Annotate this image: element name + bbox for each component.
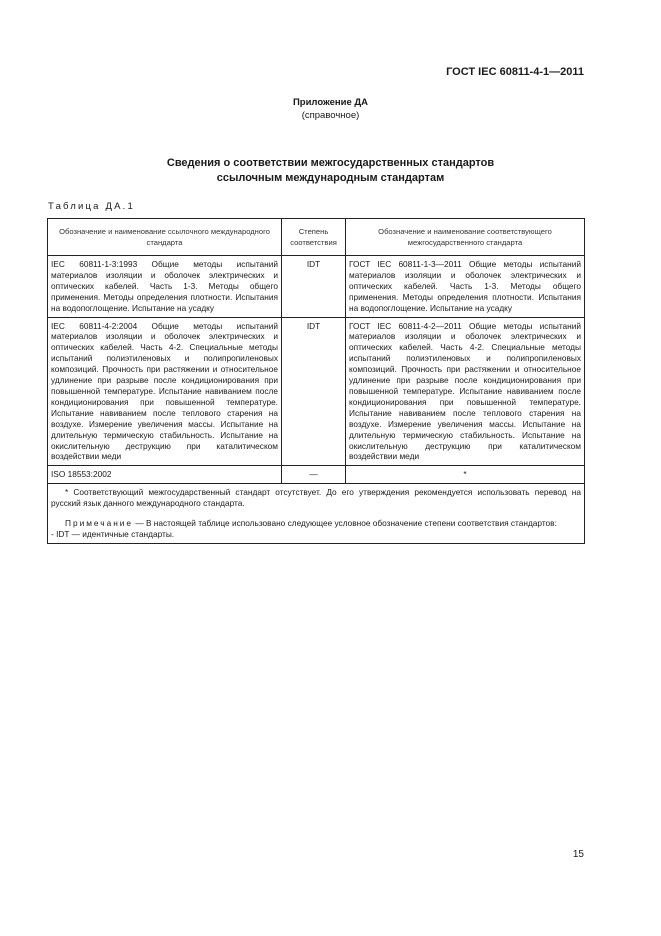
table-header-row [48,219,585,256]
cell-intl-standard: IEC 60811-1-3:1993 Общие методы испытаний материалов изоляции и оболочек электрических и оптических кабелей. Часть 1-3. Методы общего применения. Методы определения плотности. Испытания на водопоглощение. Испытание на усадку [48,256,282,318]
annex-block [0,96,661,122]
note [51,518,581,529]
correspondence-table [47,218,585,544]
note-text: — В настоящей таблице использовано следующее условное обозначение степени соответствия стандартов: [133,518,557,529]
table-row [48,256,585,318]
column-header-interstate: Обозначение и наименование соответствующего межгосударственного стандарта [346,219,585,256]
page-number: 15 [572,849,584,860]
document-id: ГОСТ IEC 60811-4-1—2011 [446,66,584,78]
table-row [48,466,585,484]
annex-title: Приложение ДА [292,97,369,108]
cell-degree: IDT [282,256,346,318]
heading-line-2: ссылочным международным стандартам [216,172,445,184]
cell-interstate-standard: ГОСТ IEC 60811-1-3—2011 Общие методы испытаний материалов изоляции и оболочек электрических и оптических кабелей. Часть 1-3. Методы общего применения. Методы определения плотности. Испытания на водопоглощение. Испытание на усадку [346,256,585,318]
table-notes [48,484,585,544]
column-header-degree: Степень соответствия [282,219,346,256]
note-item: - IDT — идентичные стандарты. [51,528,175,539]
cell-interstate-standard: ГОСТ IEC 60811-4-2—2011 Общие методы испытаний материалов изоляции и оболочек электрических и оптических кабелей. Часть 4-2. Специальные методы испытаний полиэтиленовых и полипропиленовых композиций. Прочность при растяжении и относительное удлинение при разрыве после кондиционирования при повышенной температуре. Испытание навиванием после кондиционирования при повышенной температуре. Испытание навиванием после теплового старения на воздухе. Измерение увеличения массы. Испытание на длительную термическую стабильность. Испытание на окислительную деструкцию при каталитическом воздействии меди [346,317,585,466]
column-header-intl: Обозначение и наименование ссылочного международного стандарта [48,219,282,256]
cell-degree: — [282,466,346,484]
note-label: Примечание [65,518,134,529]
cell-interstate-standard: * [346,466,585,484]
heading-line-1: Сведения о соответствии межгосударственных стандартов [166,157,495,169]
table-row [48,317,585,466]
cell-intl-standard: IEC 60811-4-2:2004 Общие методы испытаний материалов изоляции и оболочек электрических и оптических кабелей. Часть 4-2. Специальные методы испытаний полиэтиленовых и полипропиленовых композиций. Прочность при растяжении и относительное удлинение при разрыве после кондиционирования при повышенной температуре. Испытание навиванием после кондиционирования при повышенной температуре. Испытание навиванием после теплового старения на воздухе. Измерение увеличения массы. Испытание на длительную термическую стабильность. Испытание на окислительную деструкцию при каталитическом воздействии меди [48,317,282,466]
footnote: * Соответствующий межгосударственный стандарт отсутствует. До его утверждения рекомендуется использовать перевод на русский язык данного международного стандарта. [51,487,581,509]
section-heading [0,156,661,186]
cell-degree: IDT [282,317,346,466]
annex-subtitle: (справочное) [301,110,360,121]
cell-intl-standard: ISO 18553:2002 [48,466,282,484]
table-notes-row [48,484,585,544]
table-label: Таблица ДА.1 [48,201,135,212]
